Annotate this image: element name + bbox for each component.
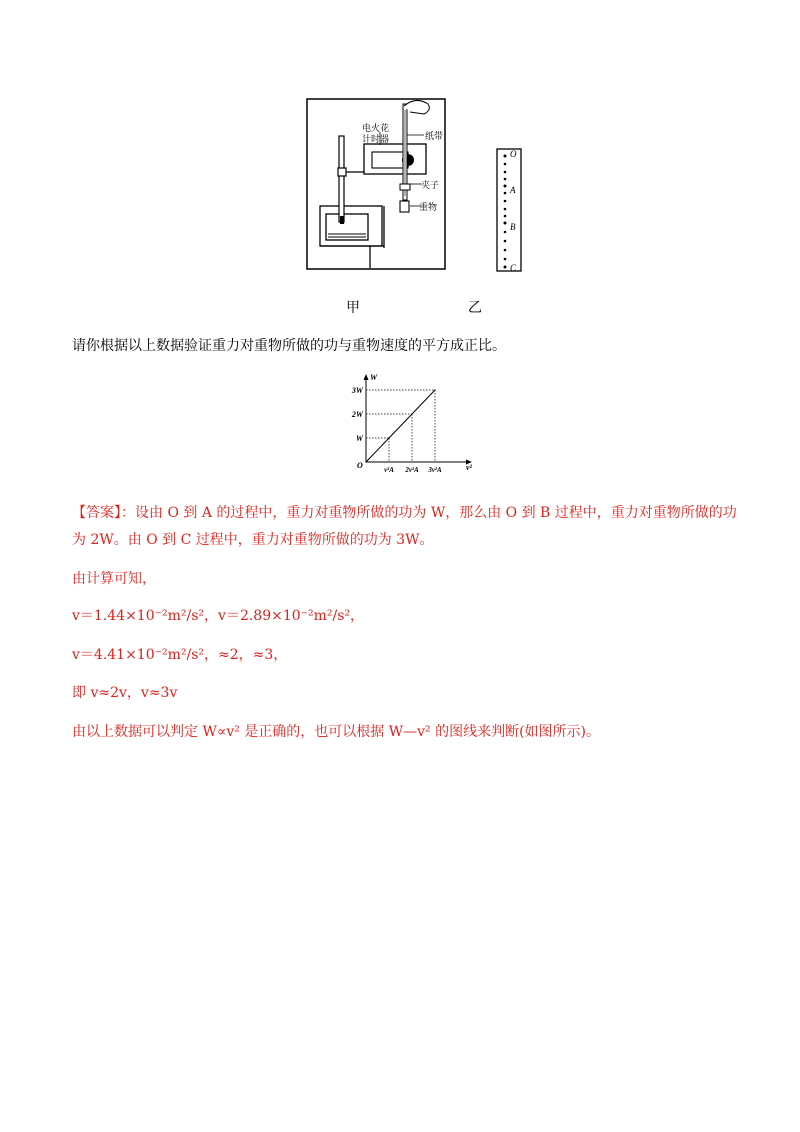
answer-line-6: 即 v≈2v，v≈3v: [72, 685, 178, 701]
y-tick-label-2: 3W: [351, 386, 363, 395]
x-axis-label: v²: [466, 463, 472, 472]
label-tape: 纸带: [425, 132, 444, 142]
caption-yi: 乙: [468, 300, 482, 316]
w-v2-chart: [340, 370, 480, 480]
y-tick-label-0: W: [355, 434, 363, 443]
caption-jia: 甲: [346, 300, 360, 316]
answer-tag: 【答案】: [72, 505, 121, 521]
data-point-3: [434, 389, 435, 390]
y-axis-label: W: [370, 373, 378, 382]
tape-point-c: C: [510, 263, 517, 273]
data-point-1: [388, 437, 389, 438]
answer-line-1: [72, 503, 737, 523]
data-point-2: [411, 413, 412, 414]
tape-point-o: O: [510, 149, 517, 159]
tape-point-a: A: [510, 185, 516, 195]
x-tick-label-2: 3v²A: [428, 466, 442, 474]
data-point-0: [365, 461, 366, 462]
tape-figure: [496, 148, 522, 272]
answer-line-3: 由计算可知，: [72, 571, 156, 587]
label-spark-timer-1: 电火花: [362, 124, 390, 134]
x-tick-label-0: v²A: [384, 466, 394, 474]
y-tick-label-1: 2W: [351, 410, 363, 419]
question-text: 请你根据以上数据验证重力对重物所做的功与重物速度的平方成正比。: [72, 338, 506, 354]
answer-text-1: ：设由 O 到 A 的过程中，重力对重物所做的功为 W，那么由 O 到 B 过程中，重力对重物所做的功: [121, 505, 737, 521]
answer-line-7: 由以上数据可以判定 W∝v² 是正确的，也可以根据 W—v² 的图线来判断(如图所示)。: [72, 724, 601, 740]
series-line: [366, 390, 435, 462]
label-clip: 夹子: [421, 181, 440, 191]
answer-line-5: v＝4.41×10⁻²m²/s²，≈2，≈3，: [72, 647, 288, 663]
label-spark-timer-2: 计时器: [362, 135, 390, 145]
answer-line-4: v＝1.44×10⁻²m²/s²，v＝2.89×10⁻²m²/s²，: [72, 608, 365, 624]
y-axis-arrow: [364, 374, 369, 380]
origin-label: O: [357, 461, 363, 470]
x-tick-label-1: 2v²A: [405, 466, 419, 474]
answer-line-2: 为 2W。由 O 到 C 过程中，重力对重物所做的功为 3W。: [72, 532, 434, 548]
tape-point-b: B: [510, 222, 516, 232]
label-weight: 重物: [419, 203, 438, 213]
